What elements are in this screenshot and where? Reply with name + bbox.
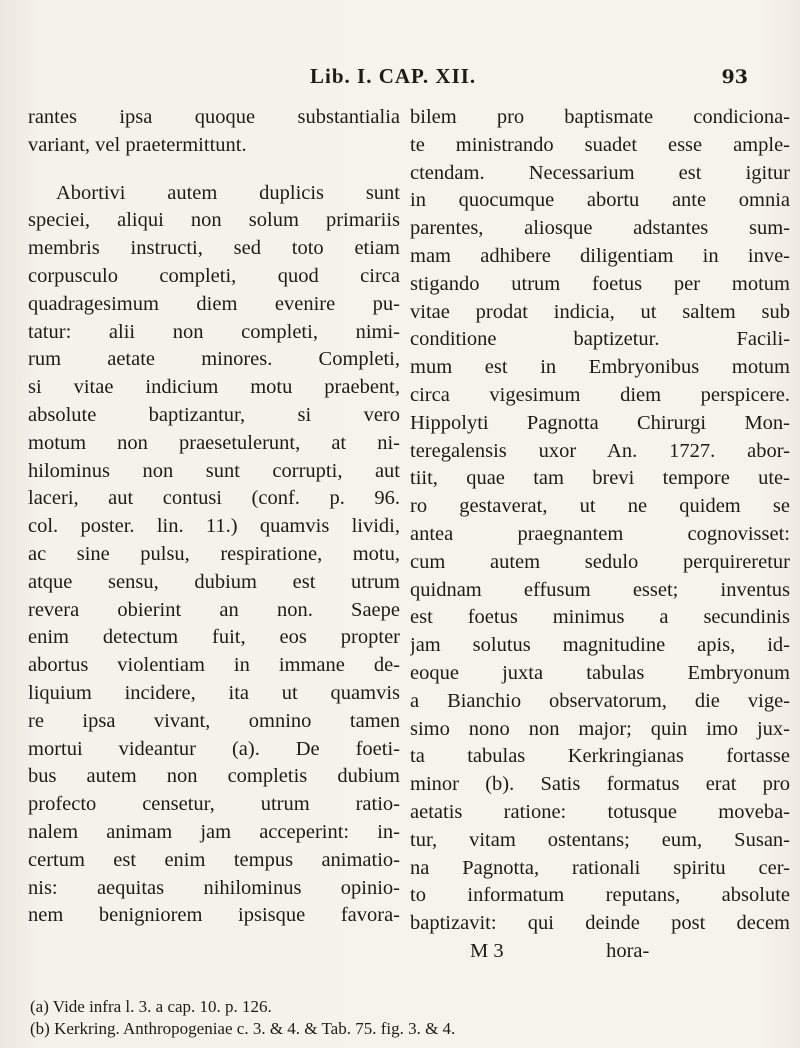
text-line: tatur: alii non completi, nimi- — [28, 320, 400, 343]
text-line: tiit, quae tam brevi tempore ute- — [410, 467, 790, 490]
text-line: certum est enim tempus animatio- — [28, 848, 400, 871]
text-line: Abortivi autem duplicis sunt — [56, 181, 400, 204]
paragraph — [28, 180, 400, 931]
text-line: absolute baptizantur, si vero — [28, 403, 400, 426]
text-line: re ipsa vivant, omnino tamen — [28, 709, 400, 732]
text-line: eoque juxta tabulas Embryonum — [410, 661, 790, 684]
text-line: nalem animam jam acceperint: in- — [28, 820, 400, 843]
text-line: mortui videantur (a). De foeti- — [28, 737, 400, 760]
text-line: ac sine pulsu, respiratione, motu, — [28, 542, 400, 565]
text-line: bilem pro baptismate condiciona- — [410, 106, 790, 128]
text-line: variant, vel praetermittunt. — [28, 133, 247, 156]
text-line: revera obierint an non. Saepe — [28, 598, 400, 621]
text-line: aetatis ratione: totusque moveba- — [410, 800, 790, 823]
right-column — [410, 104, 790, 966]
text-line: abortus violentiam in immane de- — [28, 654, 400, 677]
text-line: Hippolyti Pagnotta Chirurgi Mon- — [410, 411, 790, 434]
text-line: quidnam effusum esset; inventus — [410, 578, 790, 601]
text-line: simo nono non major; quin imo jux- — [410, 717, 790, 740]
text-line: conditione baptizetur. Facili- — [410, 328, 790, 351]
text-line: liquium incidere, ita ut quamvis — [28, 681, 400, 704]
text-line: tur, vitam ostentans; eum, Susan- — [410, 828, 790, 851]
footnote-a: (a) Vide infra l. 3. a cap. 10. p. 126. — [30, 997, 272, 1016]
text-line: parentes, aliosque adstantes sum- — [410, 217, 790, 240]
text-line: in quocumque abortu ante omnia — [410, 189, 790, 212]
signature-catchword-line: M 3 hora- — [470, 939, 650, 962]
left-column — [28, 104, 400, 930]
text-line: baptizavit: qui deinde post decem — [410, 912, 790, 935]
footnotes — [30, 996, 790, 1040]
text-line: enim detectum fuit, eos propter — [28, 626, 400, 649]
running-head — [0, 64, 800, 94]
text-line: te ministrando suadet esse ample- — [410, 133, 790, 156]
text-line: to informatum reputans, absolute — [410, 884, 790, 907]
text-line: circa vigesimum diem perspicere. — [410, 383, 790, 406]
text-line: bus autem non completis dubium — [28, 765, 400, 788]
text-line: mam adhibere diligentiam in inve- — [410, 244, 790, 267]
text-line: ro gestaverat, ut ne quidem se — [410, 495, 790, 518]
text-line: mum est in Embryonibus motum — [410, 356, 790, 379]
footnote-b: (b) Kerkring. Anthropogeniae c. 3. & 4. & Tab. 75. fig. 3. & 4. — [30, 1019, 456, 1038]
text-line: rum aetate minores. Completi, — [28, 348, 400, 371]
text-line: est foetus minimus a secundinis — [410, 606, 790, 629]
text-line: teregalensis uxor An. 1727. abor- — [410, 439, 790, 462]
paragraph — [28, 104, 400, 160]
text-line: laceri, aut contusi (conf. p. 96. — [28, 487, 400, 510]
text-line: profecto censetur, utrum ratio- — [28, 793, 400, 816]
text-line: a Bianchio observatorum, die vige- — [410, 689, 790, 712]
text-line: corpusculo completi, quod circa — [28, 264, 400, 287]
text-line: vitae prodat indicia, ut saltem sub — [410, 300, 790, 323]
text-line: quadragesimum diem evenire pu- — [28, 292, 400, 315]
text-line: ctendam. Necessarium est igitur — [410, 161, 790, 184]
text-line: hilominus non sunt corrupti, aut — [28, 459, 400, 482]
page-number: 93 — [721, 66, 748, 88]
text-line: nis: aequitas nihilominus opinio- — [28, 876, 400, 899]
text-line: speciei, aliqui non solum primariis — [28, 209, 400, 232]
text-line: stigando utrum foetus per motum — [410, 272, 790, 295]
text-line: col. poster. lin. 11.) quamvis lividi, — [28, 515, 400, 538]
text-line: cum autem sedulo perquireretur — [410, 550, 790, 573]
text-line: atque sensu, dubium est utrum — [28, 570, 400, 593]
text-line: ta tabulas Kerkringianas fortasse — [410, 745, 790, 768]
text-line: antea praegnantem cognovisset: — [410, 522, 790, 545]
text-line: nem benigniorem ipsisque favora- — [28, 904, 400, 927]
text-line: rantes ipsa quoque substantialia — [28, 106, 400, 128]
text-line: minor (b). Satis formatus erat pro — [410, 773, 790, 796]
text-line: motum non praesetulerunt, at ni- — [28, 431, 400, 454]
text-line: na Pagnotta, rationali spiritu cer- — [410, 856, 790, 879]
text-line: membris instructi, sed toto etiam — [28, 237, 400, 260]
text-line: jam solutus magnitudine apis, id- — [410, 634, 790, 657]
text-line: si vitae indicium motu praebent, — [28, 376, 400, 399]
running-title: Lib. I. CAP. XII. — [310, 64, 477, 88]
